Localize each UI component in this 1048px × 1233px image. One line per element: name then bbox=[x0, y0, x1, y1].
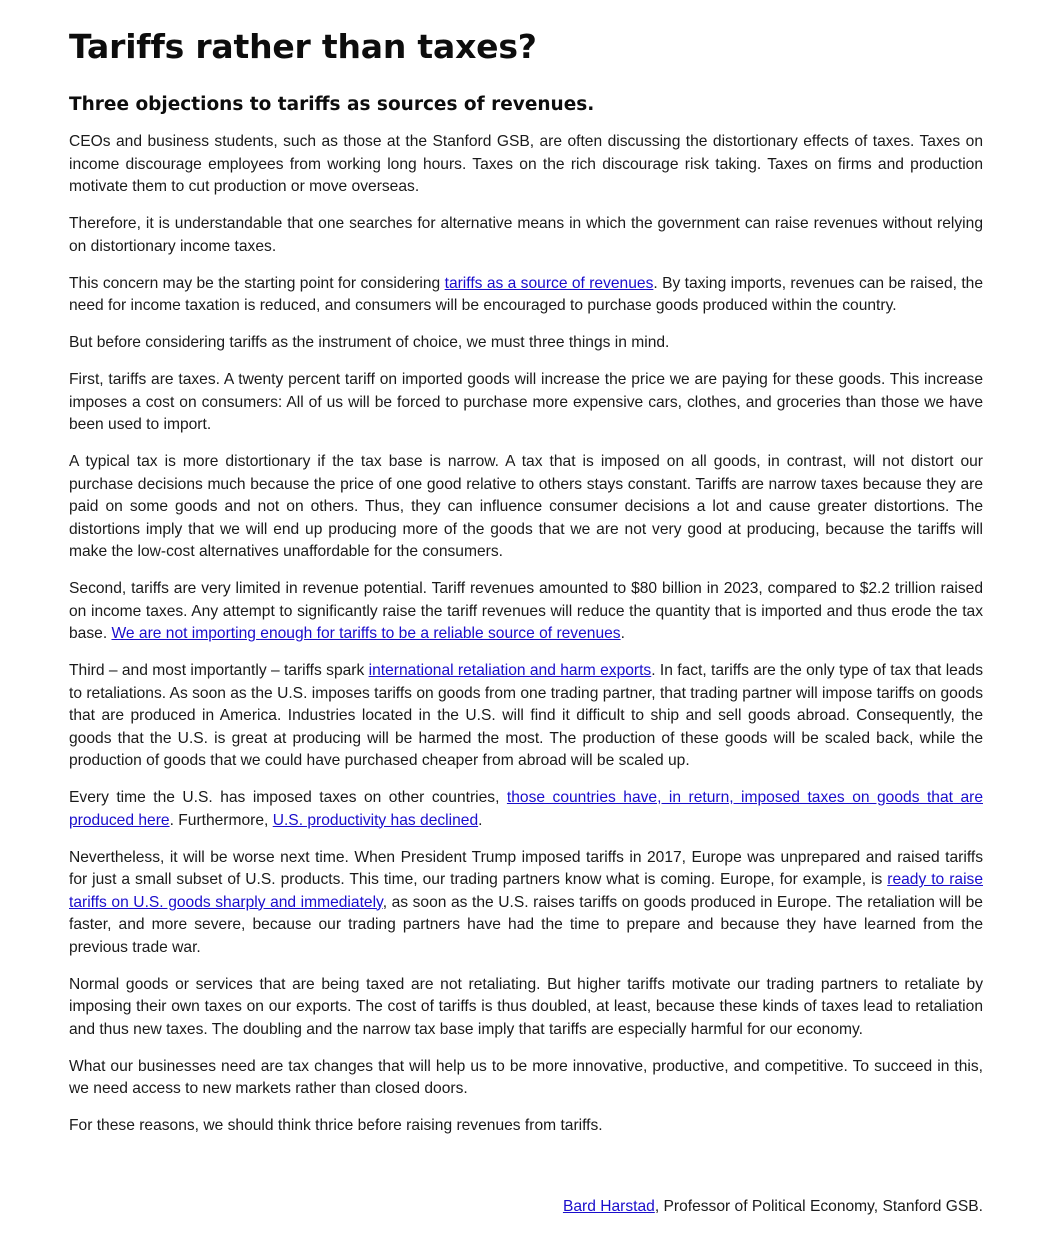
paragraph-12: What our businesses need are tax changes that will help us to be more innovative, productive, and competitive. To succeed in this, we need access to new markets rather than closed doors. bbox=[69, 1057, 983, 1097]
paragraph-text: Every time the U.S. has imposed taxes on other countries, bbox=[69, 789, 507, 806]
article bbox=[69, 0, 983, 1218]
author-affiliation: , Professor of Political Economy, Stanford GSB. bbox=[654, 1197, 983, 1215]
author-signature bbox=[69, 1196, 983, 1219]
paragraph-13: For these reasons, we should think thrice before raising revenues from tariffs. bbox=[69, 1117, 603, 1134]
link-international-retaliation[interactable]: international retaliation and harm exports bbox=[368, 662, 652, 679]
paragraph-text: This concern may be the starting point for considering bbox=[69, 274, 445, 292]
paragraph-5: First, tariffs are taxes. A twenty percent tariff on imported goods will increase the price we are paying for these goods. This increase imposes a cost on consumers: All of us will be forced to purchase more expensive cars, clothes, and groceries than those we have been used to import. bbox=[69, 371, 983, 433]
paragraph-6: A typical tax is more distortionary if the tax base is narrow. A tax that is imposed on all goods, in contrast, will not distort our purchase decisions much because the price of one good relative to others stays constant. Tariffs are narrow taxes because they are paid on some goods and not on others. Thus, they can influence consumer decisions a lot and cause greater distortions. The distortions imply that we will end up producing more of the goods that we are not very good at producing, because the tariffs will make the low-cost alternatives unaffordable for the consumers. bbox=[69, 453, 983, 560]
paragraph-text: . In fact, tariffs are the only type of tax that leads to retaliations. As soon as the U.S. imposes tariffs on goods from one trading partner, that trading partner will impose tariffs on goods that are produced in America. Industries located in the U.S. will find it difficult to ship and sell goods abroad. Consequently, the goods that the U.S. is great at producing will be harmed the most. The production of these goods will be scaled back, while the production of goods that we could have purchased cheaper from abroad will be scaled up. bbox=[69, 662, 983, 769]
paragraph-3 bbox=[69, 273, 983, 318]
paragraph-text: . bbox=[478, 811, 483, 829]
author-link[interactable]: Bard Harstad bbox=[562, 1197, 655, 1215]
paragraph-8 bbox=[69, 660, 983, 773]
paragraph-text: . Furthermore, bbox=[169, 811, 273, 829]
paragraph-1: CEOs and business students, such as those at the Stanford GSB, are often discussing the distortionary effects of taxes. Taxes on income discourage employees from working long hours. Taxes on the rich discourage risk taking. Taxes on firms and production motivate them to cut production or move overseas. bbox=[69, 133, 983, 195]
paragraph-9 bbox=[69, 787, 983, 832]
paragraph-2: Therefore, it is understandable that one searches for alternative means in which the government can raise revenues without relying on distortionary income taxes. bbox=[69, 215, 983, 255]
page-subtitle: Three objections to tariffs as sources of revenues. bbox=[69, 94, 595, 115]
link-us-productivity-declined[interactable]: U.S. productivity has declined bbox=[272, 811, 479, 829]
link-tariffs-source-of-revenues[interactable]: tariffs as a source of revenues bbox=[444, 274, 654, 292]
link-not-importing-enough[interactable]: We are not importing enough for tariffs to be a reliable source of revenues bbox=[111, 625, 621, 642]
paragraph-10 bbox=[69, 847, 983, 960]
paragraph-text: Second, tariffs are very limited in revenue potential. Tariff revenues amounted to $80 billion in 2023, compared to $2.2 trillion raised on income taxes. Any attempt to significantly raise the tariff revenues will reduce the quantity that is imported and thus erode the tax base. bbox=[69, 580, 983, 642]
paragraph-text: Nevertheless, it will be worse next time. When President Trump imposed tariffs in 2017, Europe was unprepared and raised tariffs for just a small subset of U.S. products. This time, our trading partners know what is coming. Europe, for example, is bbox=[69, 848, 983, 888]
paragraph-text: . By taxing imports, revenues can be raised, the need for income taxation is reduced, and consumers will be encouraged to purchase goods produced within the country. bbox=[69, 274, 984, 314]
paragraph-text: . bbox=[620, 625, 625, 642]
paragraph-4: But before considering tariffs as the instrument of choice, we must three things in mind. bbox=[69, 334, 670, 351]
page-title: Tariffs rather than taxes? bbox=[69, 27, 537, 66]
paragraph-text: , as soon as the U.S. raises tariffs on goods produced in Europe. The retaliation will be faster, and more severe, because our trading partners have had the time to prepare and because they have learned from the previous trade war. bbox=[69, 893, 983, 956]
paragraph-text: Third – and most importantly – tariffs spark bbox=[69, 662, 369, 679]
paragraph-11: Normal goods or services that are being taxed are not retaliating. But higher tariffs motivate our trading partners to retaliate by imposing their own taxes on our exports. The cost of tariffs is thus doubled, at least, because these kinds of taxes lead to retaliation and thus new taxes. The doubling and the narrow tax base imply that tariffs are especially harmful for our economy. bbox=[69, 975, 983, 1038]
paragraph-7 bbox=[69, 578, 983, 646]
link-ready-to-raise-tariffs[interactable]: ready to raise tariffs on U.S. goods sharply and immediately bbox=[69, 871, 983, 911]
link-countries-imposed-taxes[interactable]: those countries have, in return, imposed taxes on goods that are produced here bbox=[69, 789, 983, 829]
